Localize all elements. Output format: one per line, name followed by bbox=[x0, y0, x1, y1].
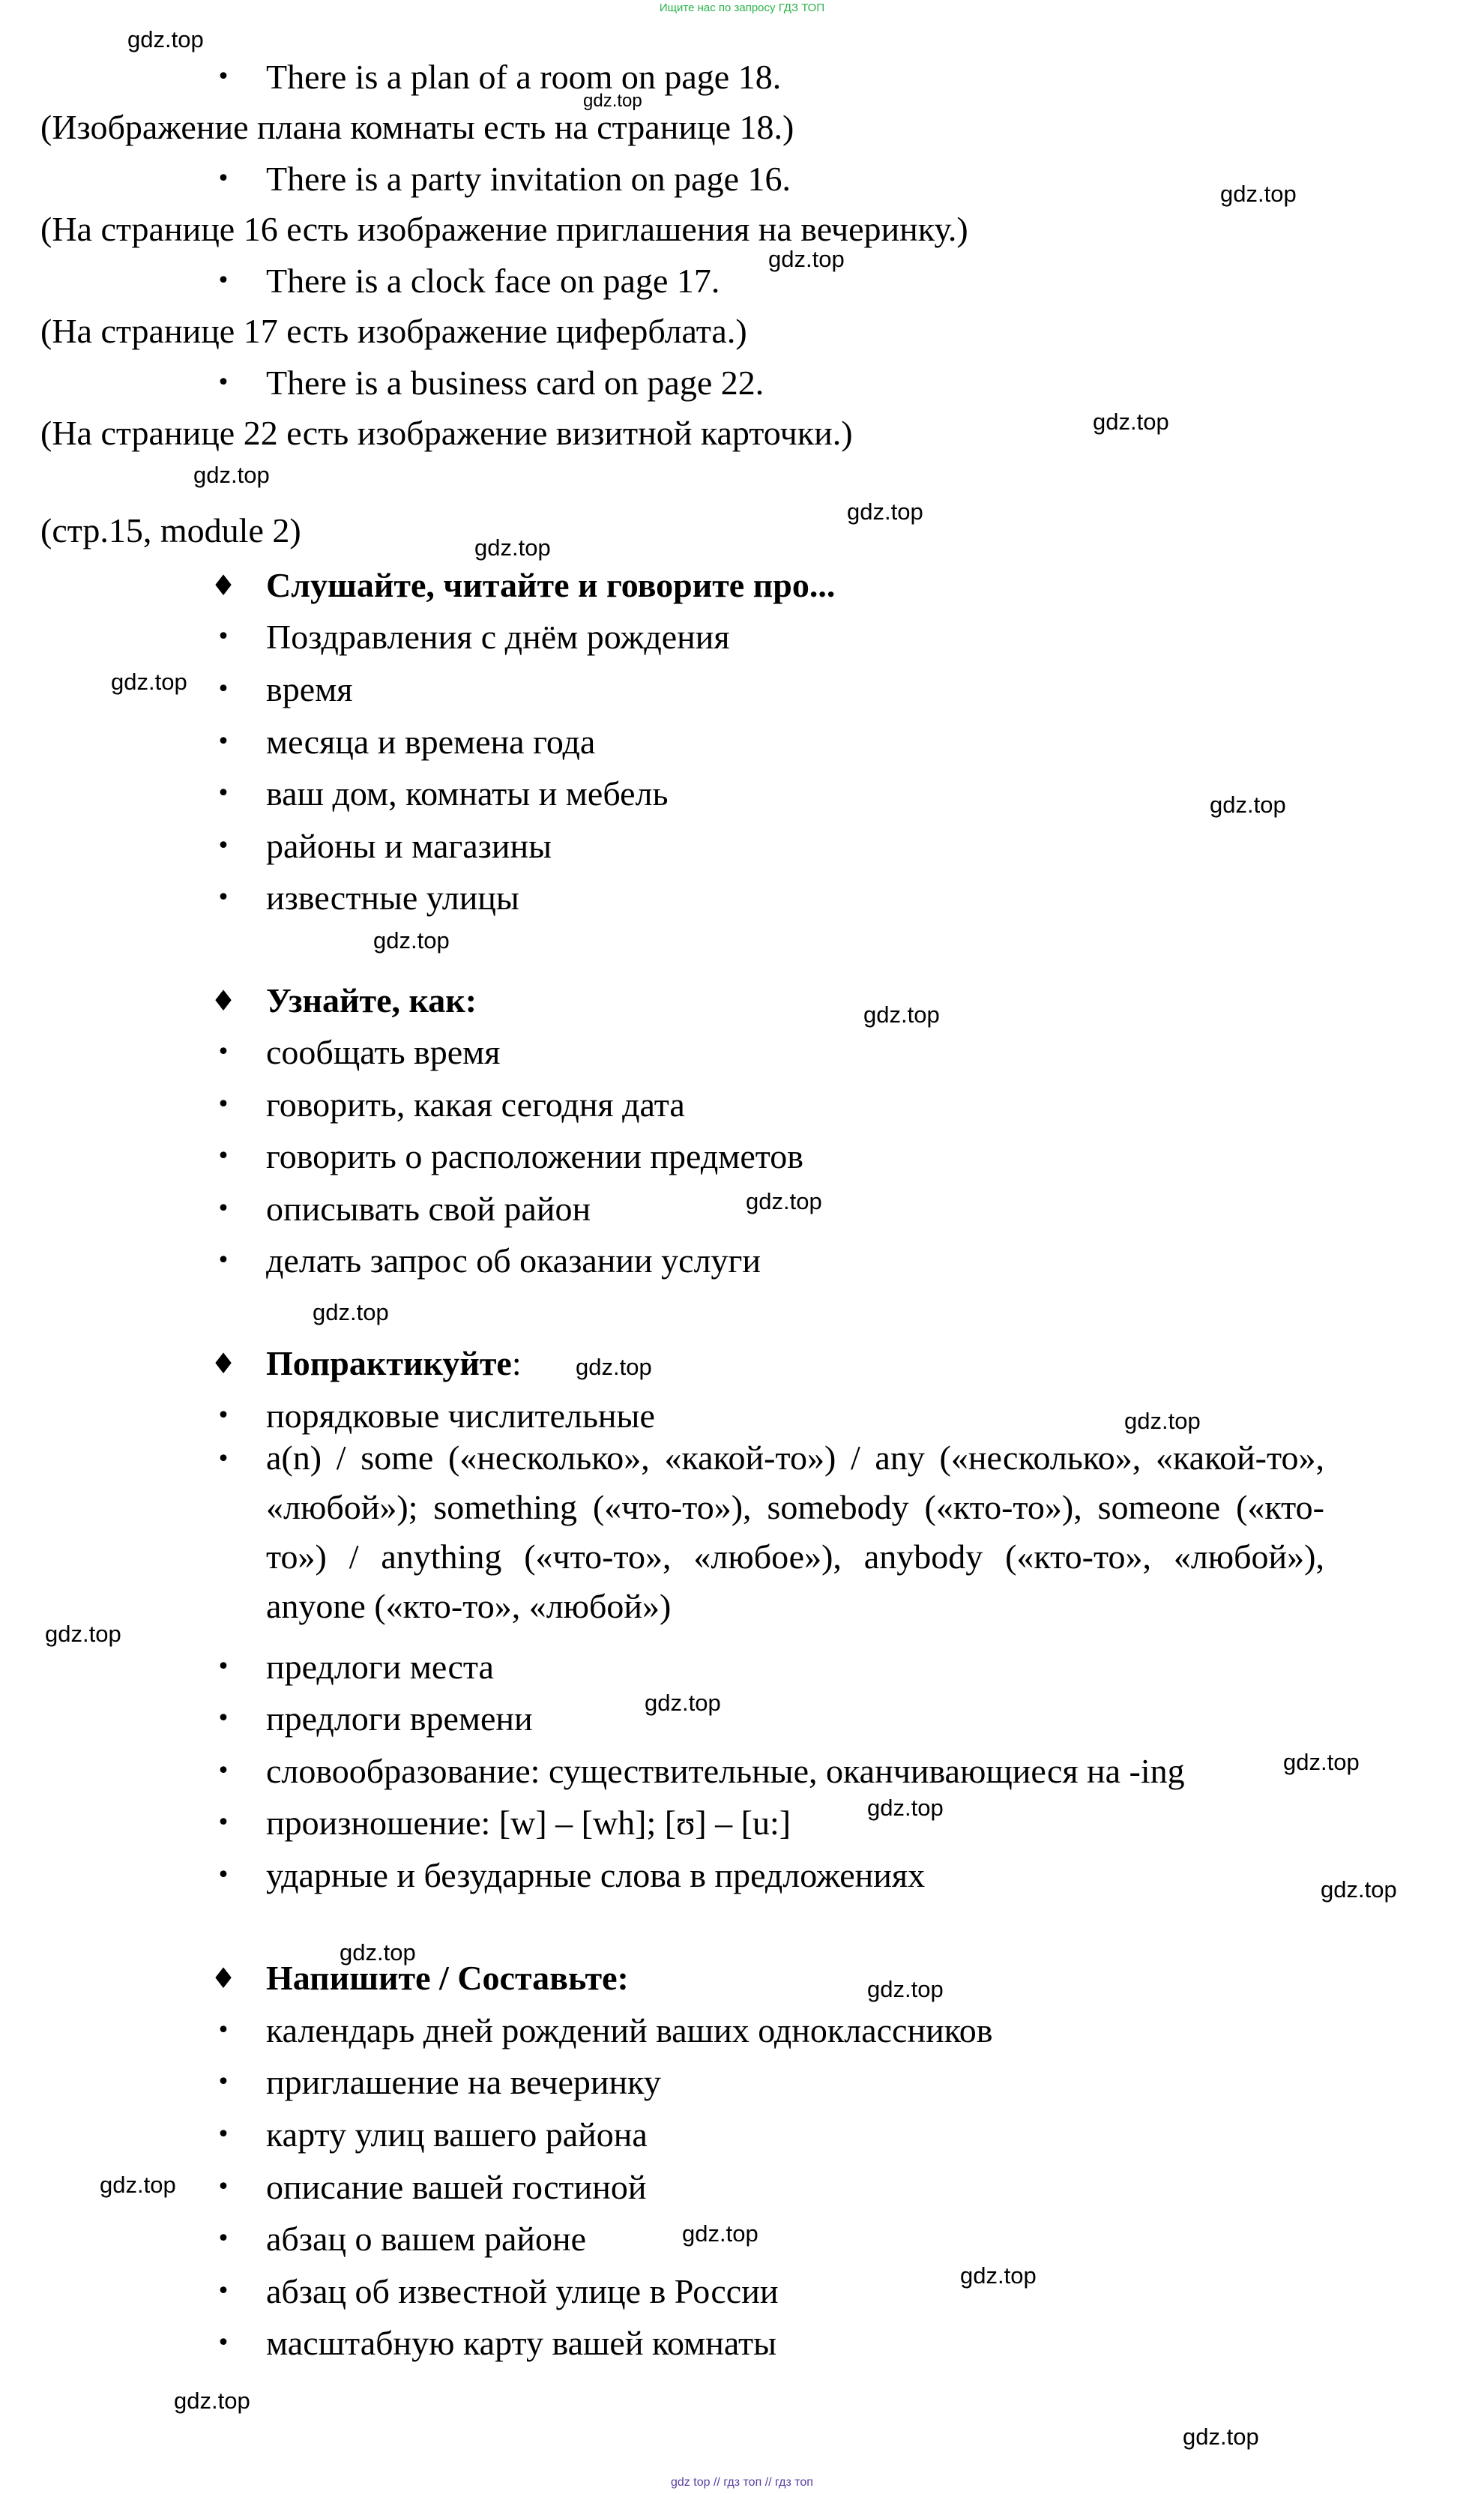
bullet-icon: • bbox=[217, 1758, 230, 1784]
bullet-icon: • bbox=[217, 1039, 230, 1065]
list-item-text: описание вашей гостиной bbox=[266, 2168, 647, 2206]
list-item bbox=[0, 768, 1484, 820]
watermark: gdz.top bbox=[111, 669, 187, 695]
list-item-text: масштабную карту вашей комнаты bbox=[266, 2324, 777, 2362]
watermark: gdz.top bbox=[193, 462, 270, 488]
bullet-icon: • bbox=[217, 1862, 230, 1888]
list-item bbox=[0, 255, 1484, 307]
list-item-text: There is a business card on page 22. bbox=[266, 364, 764, 402]
translation-text: (На странице 16 есть изображение приглашения на вечеринку.) bbox=[40, 210, 968, 248]
bullet-icon: • bbox=[217, 64, 230, 90]
bullet-icon: • bbox=[217, 729, 230, 755]
translation-text: (Изображение плана комнаты есть на странице 18.) bbox=[40, 108, 794, 146]
list-item-text: говорить о расположении предметов bbox=[266, 1137, 803, 1175]
bullet-icon: • bbox=[217, 2330, 230, 2356]
list-item-text: абзац об известной улице в России bbox=[266, 2272, 779, 2310]
watermark: gdz.top bbox=[373, 927, 450, 954]
list-item-text: делать запрос об оказании услуги bbox=[266, 1241, 761, 1280]
header-search-link[interactable]: Ищите нас по запросу ГДЗ ТОП bbox=[659, 1, 825, 14]
list-item bbox=[0, 1183, 1484, 1235]
list-item bbox=[0, 1641, 1484, 1693]
list-item bbox=[0, 51, 1484, 103]
list-item bbox=[0, 2004, 1484, 2057]
watermark: gdz.top bbox=[1210, 792, 1286, 818]
list-item-text: время bbox=[266, 670, 353, 708]
list-item bbox=[0, 2213, 1484, 2265]
bullet-icon: • bbox=[217, 1705, 230, 1732]
list-item-text: There is a clock face on page 17. bbox=[266, 262, 720, 300]
list-item bbox=[0, 1079, 1484, 1131]
bullet-icon: • bbox=[217, 2017, 230, 2043]
footer-links[interactable]: gdz top // гдз топ // гдз топ bbox=[671, 2476, 813, 2489]
list-item-text: календарь дней рождений ваших одноклассников bbox=[266, 2011, 993, 2049]
section-heading bbox=[0, 559, 1484, 612]
heading-colon: : bbox=[511, 1344, 522, 1382]
bullet-icon: • bbox=[217, 2226, 230, 2252]
bullet-icon: • bbox=[217, 2174, 230, 2200]
section-heading-text: Слушайте, читайте и говорите про... bbox=[266, 566, 836, 604]
watermark: gdz.top bbox=[576, 1354, 652, 1380]
list-item bbox=[0, 872, 1484, 924]
list-item-text: ударные и безударные слова в предложениях bbox=[266, 1856, 926, 1894]
list-item-text: карту улиц вашего района bbox=[266, 2115, 648, 2154]
watermark: gdz.top bbox=[100, 2172, 176, 2198]
section-heading-bold: Попрактикуйте bbox=[266, 1344, 512, 1382]
list-item-text: ваш дом, комнаты и мебель bbox=[266, 774, 669, 813]
list-item bbox=[0, 2161, 1484, 2214]
bullet-icon: • bbox=[217, 885, 230, 911]
bullet-icon: • bbox=[217, 268, 230, 294]
bullet-icon: • bbox=[217, 624, 230, 650]
bullet-icon: • bbox=[217, 780, 230, 807]
list-item-text: произношение: [w] – [wh]; [ʊ] – [u:] bbox=[266, 1804, 791, 1842]
list-item bbox=[0, 1235, 1484, 1287]
bullet-icon: • bbox=[217, 1143, 230, 1169]
section-heading-text: Напишите / Составьте: bbox=[266, 1959, 629, 1997]
list-item bbox=[0, 1849, 1484, 1902]
bullet-icon: • bbox=[217, 833, 230, 859]
list-item-paragraph: a(n) / some («несколько», «какой-то») / any («несколько», «какой-то», «любой»); something («что-то»), somebody («кто-то»), someone («кто-то») / anything («что-то», «любое»), anybody («кто-то», «любой»), anyone («кто-то», «любой») bbox=[266, 1439, 1324, 1625]
watermark: gdz.top bbox=[1183, 2424, 1259, 2450]
list-item bbox=[0, 2109, 1484, 2161]
list-item bbox=[0, 1130, 1484, 1183]
watermark: gdz.top bbox=[1124, 1408, 1201, 1434]
bullet-icon: • bbox=[217, 1446, 230, 1472]
list-item-text: предлоги времени bbox=[266, 1699, 533, 1738]
watermark: gdz.top bbox=[174, 2388, 250, 2414]
translation-text: (На странице 17 есть изображение циферблата.) bbox=[40, 312, 747, 350]
bullet-icon: • bbox=[217, 2278, 230, 2304]
list-item-text: известные улицы bbox=[266, 879, 519, 917]
watermark: gdz.top bbox=[1283, 1749, 1360, 1775]
watermark: gdz.top bbox=[847, 499, 923, 525]
watermark: gdz.top bbox=[867, 1795, 944, 1821]
watermark: gdz.top bbox=[768, 246, 845, 272]
list-item bbox=[0, 2265, 1484, 2318]
watermark: gdz.top bbox=[45, 1621, 121, 1647]
list-item bbox=[0, 716, 1484, 768]
diamond-icon: ♦ bbox=[210, 984, 237, 1017]
watermark: gdz.top bbox=[1321, 1876, 1397, 1903]
list-item bbox=[0, 1693, 1484, 1745]
bullet-icon: • bbox=[217, 2121, 230, 2148]
list-item-text: сообщать время bbox=[266, 1033, 501, 1071]
list-item bbox=[0, 2317, 1484, 2370]
list-item bbox=[0, 2056, 1484, 2109]
watermark: gdz.top bbox=[867, 1976, 944, 2002]
list-item-text: говорить, какая сегодня дата bbox=[266, 1085, 685, 1124]
list-item-text: районы и магазины bbox=[266, 827, 552, 865]
bullet-icon: • bbox=[217, 1810, 230, 1836]
list-item-text: There is a party invitation on page 16. bbox=[266, 160, 791, 198]
list-item bbox=[0, 1745, 1484, 1798]
bullet-icon: • bbox=[217, 1654, 230, 1680]
bullet-icon: • bbox=[217, 2069, 230, 2095]
watermark: gdz.top bbox=[960, 2262, 1037, 2289]
bullet-icon: • bbox=[217, 1403, 230, 1429]
section-heading bbox=[0, 975, 1484, 1027]
diamond-icon: ♦ bbox=[210, 569, 237, 602]
watermark: gdz.top bbox=[340, 1939, 416, 1966]
bullet-icon: • bbox=[217, 1196, 230, 1222]
list-item bbox=[0, 1797, 1484, 1849]
bullet-icon: • bbox=[217, 166, 230, 192]
list-item bbox=[0, 820, 1484, 873]
section-heading bbox=[0, 1952, 1484, 2004]
section-heading-text bbox=[266, 1337, 522, 1390]
watermark: gdz.top bbox=[313, 1299, 389, 1325]
translation-text: (На странице 22 есть изображение визитной карточки.) bbox=[40, 414, 853, 452]
list-item-text: месяца и времена года bbox=[266, 723, 596, 761]
list-item-text: описывать свой район bbox=[266, 1190, 591, 1228]
list-item-text: словообразование: существительные, оканчивающиеся на -ing bbox=[266, 1752, 1185, 1790]
list-item-text: предлоги места bbox=[266, 1648, 494, 1686]
diamond-icon: ♦ bbox=[210, 1962, 237, 1995]
list-item bbox=[0, 357, 1484, 409]
watermark: gdz.top bbox=[682, 2220, 758, 2247]
list-item-text: абзац о вашем районе bbox=[266, 2220, 587, 2258]
watermark: gdz.top bbox=[1093, 409, 1169, 435]
bullet-icon: • bbox=[217, 1091, 230, 1118]
watermark: gdz.top bbox=[583, 91, 642, 111]
section-heading bbox=[0, 1337, 1484, 1390]
watermark: gdz.top bbox=[474, 534, 551, 561]
list-item-text: There is a plan of a room on page 18. bbox=[266, 58, 782, 96]
watermark: gdz.top bbox=[645, 1690, 721, 1716]
list-item bbox=[0, 153, 1484, 205]
diamond-icon: ♦ bbox=[210, 1347, 237, 1380]
list-item-text: приглашение на вечеринку bbox=[266, 2063, 661, 2101]
list-item-text: Поздравления с днём рождения bbox=[266, 618, 730, 656]
list-item-text: порядковые числительные bbox=[266, 1397, 655, 1435]
list-item bbox=[0, 611, 1484, 663]
bullet-icon: • bbox=[217, 1247, 230, 1274]
section-heading-text: Узнайте, как: bbox=[266, 981, 477, 1019]
watermark: gdz.top bbox=[863, 1001, 940, 1028]
list-item bbox=[0, 1026, 1484, 1079]
list-item bbox=[0, 663, 1484, 716]
bullet-icon: • bbox=[217, 676, 230, 702]
page-reference: (стр.15, module 2) bbox=[40, 511, 301, 549]
watermark: gdz.top bbox=[127, 26, 204, 52]
watermark: gdz.top bbox=[746, 1188, 822, 1214]
bullet-icon: • bbox=[217, 370, 230, 396]
watermark: gdz.top bbox=[1220, 181, 1297, 207]
